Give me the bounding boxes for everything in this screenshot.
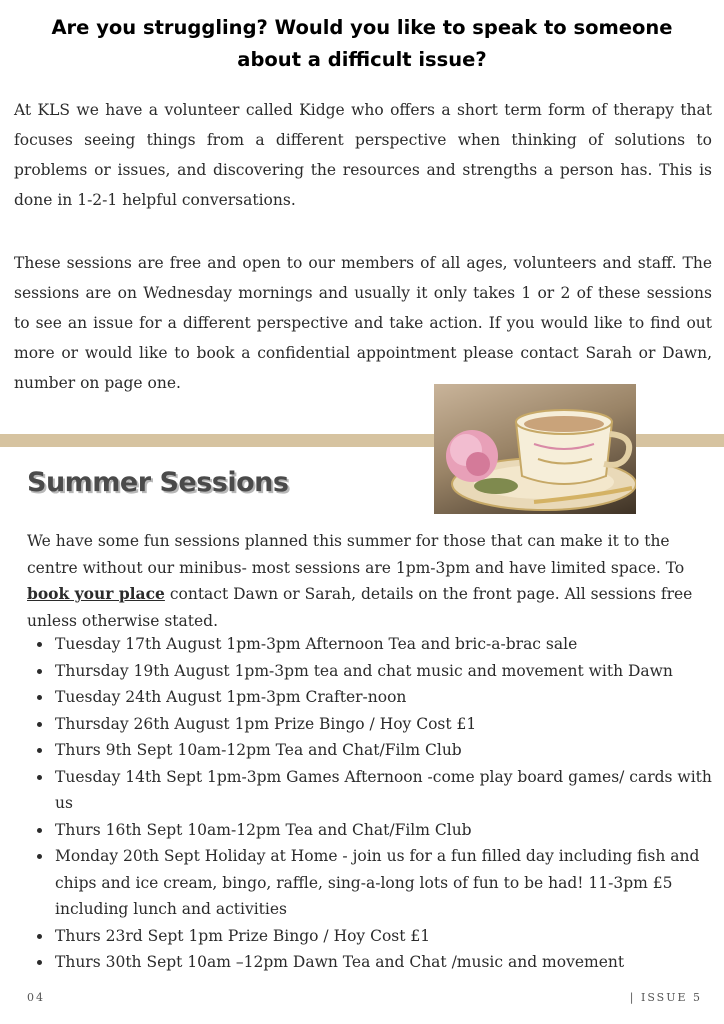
page-heading <box>0 12 724 76</box>
heading-line-1: Are you struggling? Would you like to speak to someone <box>51 16 673 39</box>
session-item: Thurs 16th Sept 10am-12pm Tea and Chat/Film Club <box>55 817 715 844</box>
session-item: Monday 20th Sept Holiday at Home - join us for a fun filled day including fish and chips and ice cream, bingo, raffle, sing-a-long lots of fun to be had! 11-3pm £5 including lunch and activities <box>55 843 715 923</box>
summer-sessions-title: Summer Sessions <box>27 467 289 498</box>
session-item: Thursday 19th August 1pm-3pm tea and chat music and movement with Dawn <box>55 658 715 685</box>
teacup-photo <box>434 384 636 514</box>
session-item: Tuesday 14th Sept 1pm-3pm Games Afternoon -come play board games/ cards with us <box>55 764 715 817</box>
session-item: Thurs 9th Sept 10am-12pm Tea and Chat/Film Club <box>55 737 715 764</box>
therapy-paragraph: At KLS we have a volunteer called Kidge who offers a short term form of therapy that focuses seeing things from a different perspective when thinking of solutions to problems or issues, and discovering the resources and strengths a person has. This is done in 1-2-1 helpful conversations. <box>14 101 712 209</box>
teacup-illustration <box>434 384 636 514</box>
summer-intro <box>27 528 715 634</box>
issue-label: | ISSUE 5 <box>629 991 702 1004</box>
session-item: Thurs 23rd Sept 1pm Prize Bingo / Hoy Cost £1 <box>55 923 715 950</box>
intro-text-start: We have some fun sessions planned this summer for those that can make it to the centre without our minibus- most sessions are 1pm-3pm and have limited space. To <box>27 532 685 577</box>
session-item: Thurs 30th Sept 10am –12pm Dawn Tea and Chat /music and movement <box>55 949 715 976</box>
intro-text-end: contact Dawn or Sarah, details on the front page. All sessions free unless otherwise stated. <box>27 585 693 630</box>
heading-line-2: about a difficult issue? <box>237 48 487 71</box>
session-item: Tuesday 24th August 1pm-3pm Crafter-noon <box>55 684 715 711</box>
sessions-info-paragraph: These sessions are free and open to our members of all ages, volunteers and staff. The sessions are on Wednesday mornings and usually it only takes 1 or 2 of these sessions to see an issue for a different perspective and take action. If you would like to find out more or would like to book a confidential appointment please contact Sarah or Dawn, number on page one. <box>14 254 712 392</box>
session-item: Tuesday 17th August 1pm-3pm Afternoon Tea and bric-a-brac sale <box>55 631 715 658</box>
page-number: 04 <box>27 991 45 1004</box>
sessions-list <box>27 631 715 976</box>
session-item: Thursday 26th August 1pm Prize Bingo / Hoy Cost £1 <box>55 711 715 738</box>
book-your-place-link[interactable]: book your place <box>27 584 165 603</box>
